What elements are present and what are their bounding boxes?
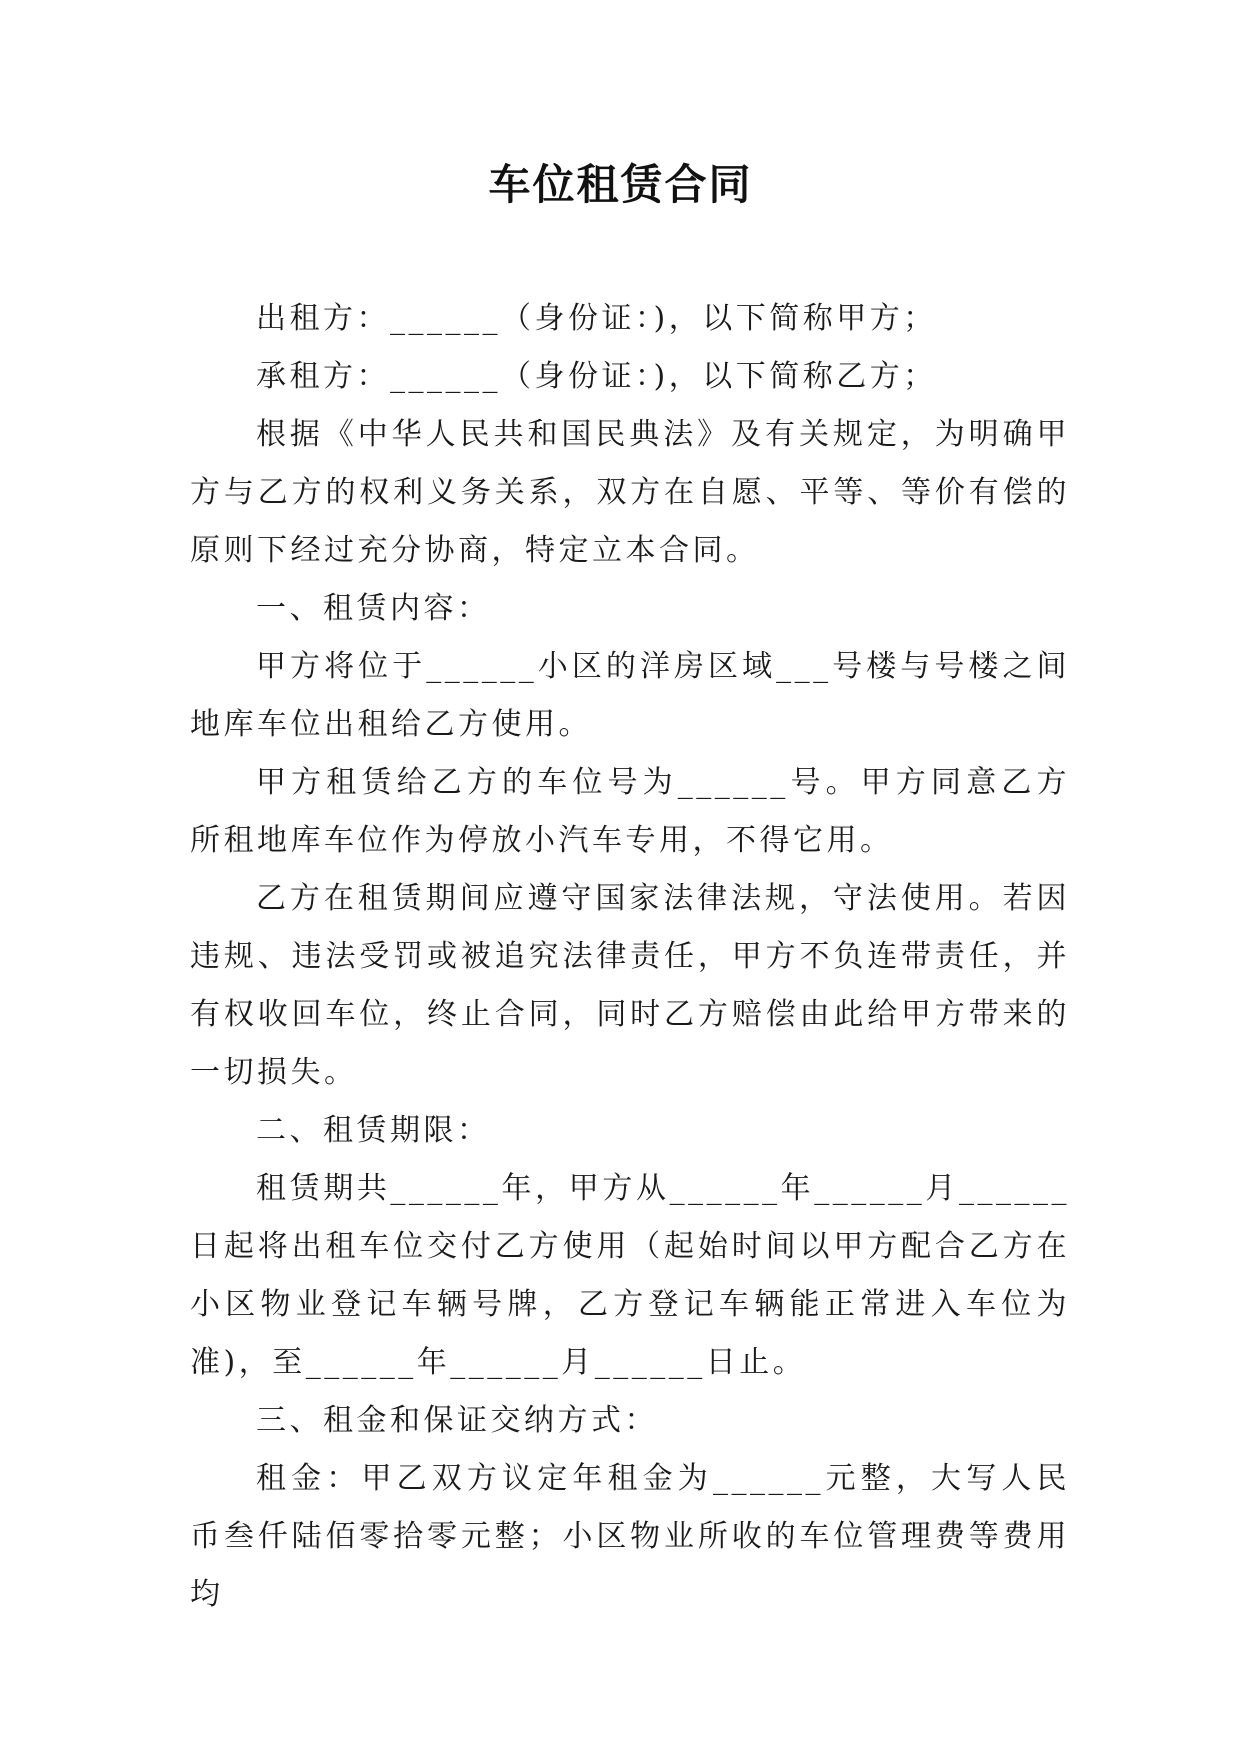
paragraph-parking-location: 甲方将位于______小区的洋房区域___号楼与号楼之间地库车位出租给乙方使用。 — [190, 649, 1070, 742]
paragraph-rent: 租金：甲乙双方议定年租金为______元整，大写人民币叁仟陆佰零拾零元整；小区物业所收的车位管理费等费用均 — [190, 1461, 1070, 1612]
paragraph-compliance: 乙方在租赁期间应遵守国家法律法规，守法使用。若因违规、违法受罚或被追究法律责任，甲方不负连带责任，并有权收回车位，终止合同，同时乙方赔偿由此给甲方带来的一切损失。 — [190, 881, 1070, 1090]
paragraph-lessor: 出租方：______（身份证：)，以下简称甲方； — [256, 301, 937, 336]
section-heading-rent-payment: 三、租金和保证交纳方式： — [256, 1403, 658, 1438]
document-title: 车位租赁合同 — [488, 160, 753, 209]
paragraph-parking-number: 甲方租赁给乙方的车位号为______号。甲方同意乙方所租地库车位作为停放小汽车专用，不得它用。 — [190, 765, 1070, 858]
paragraph-lease-term: 租赁期共______年，甲方从______年______月______日起将出租车位交付乙方使用（起始时间以甲方配合乙方在小区物业登记车辆号牌，乙方登记车辆能正常进入车位为准)，至______年______月______日止。 — [190, 1171, 1070, 1380]
section-heading-lease-content: 一、租赁内容： — [256, 591, 491, 626]
paragraph-preamble: 根据《中华人民共和国民典法》及有关规定，为明确甲方与乙方的权利义务关系，双方在自愿、平等、等价有偿的原则下经过充分协商，特定立本合同。 — [190, 417, 1070, 568]
paragraph-lessee: 承租方：______（身份证：)，以下简称乙方； — [256, 359, 937, 394]
document-body — [190, 290, 1070, 1624]
section-heading-lease-term: 二、租赁期限： — [256, 1113, 491, 1148]
